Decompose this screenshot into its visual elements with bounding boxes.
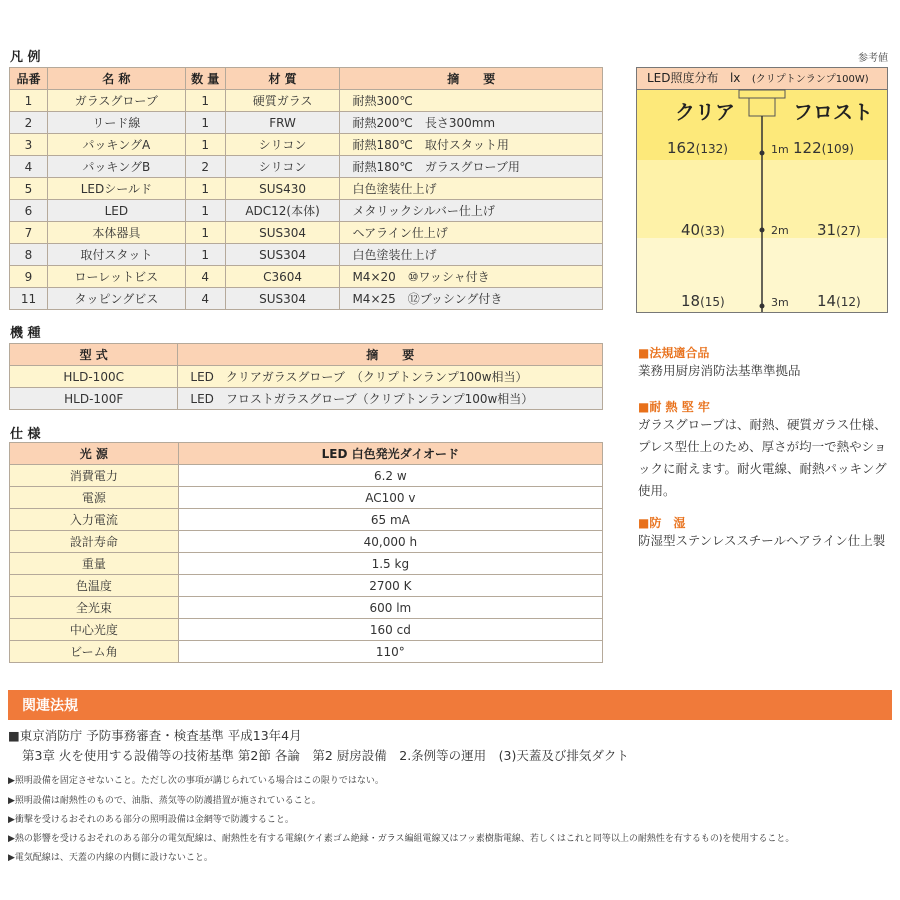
table-cell: 全光束 <box>10 597 179 619</box>
table-row <box>10 244 603 266</box>
table-cell: M4×20 ⑩ワッシャ付き <box>340 266 603 288</box>
table-cell: シリコン <box>225 156 340 178</box>
table-cell: FRW <box>225 112 340 134</box>
point-1m <box>760 151 765 156</box>
table-cell: 耐熱200℃ 長さ300mm <box>340 112 603 134</box>
moisture-heading: ■防 湿 <box>638 516 686 530</box>
table-cell: C3604 <box>225 266 340 288</box>
table-cell: AC100 v <box>178 487 602 509</box>
table-cell: 入力電流 <box>10 509 179 531</box>
table-cell: 5 <box>10 178 48 200</box>
table-cell: 本体器具 <box>47 222 185 244</box>
table-cell: パッキングB <box>47 156 185 178</box>
distance-2m: 2m <box>771 224 789 237</box>
led-chart-title: LED照度分布 <box>647 71 719 85</box>
table-cell: ガラスグローブ <box>47 90 185 112</box>
frost-3m: 14(12) <box>817 292 861 310</box>
table-cell: 160 cd <box>178 619 602 641</box>
table-cell: 1 <box>185 222 225 244</box>
table-cell: 4 <box>10 156 48 178</box>
table-cell: 耐熱180℃ ガラスグローブ用 <box>340 156 603 178</box>
specs-table <box>9 442 603 663</box>
models-table <box>9 343 603 410</box>
table-cell: 2700 K <box>178 575 602 597</box>
table-cell: 9 <box>10 266 48 288</box>
table-row <box>10 509 603 531</box>
table-cell: SUS430 <box>225 178 340 200</box>
table-cell: 4 <box>185 288 225 310</box>
table-cell: LEDシールド <box>47 178 185 200</box>
table-cell: 取付スタット <box>47 244 185 266</box>
point-3m <box>760 304 765 309</box>
table-cell: 2 <box>10 112 48 134</box>
led-chart-unit: lx <box>729 71 741 85</box>
specs-header-value: LED 白色発光ダイオード <box>178 443 602 465</box>
specs-header-row <box>10 443 603 465</box>
frost-label: フロスト <box>793 100 873 124</box>
table-row <box>10 200 603 222</box>
table-cell: ビーム角 <box>10 641 179 663</box>
table-cell: 1 <box>185 134 225 156</box>
table-row <box>10 266 603 288</box>
table-cell: 1 <box>185 90 225 112</box>
table-cell: SUS304 <box>225 244 340 266</box>
table-row <box>10 619 603 641</box>
table-cell: LED フロストガラスグローブ（クリプトンランプ100w相当） <box>178 388 603 410</box>
table-row <box>10 134 603 156</box>
table-cell: HLD-100F <box>10 388 178 410</box>
table-cell: 65 mA <box>178 509 602 531</box>
related-laws-title: 関連法規 <box>22 698 78 714</box>
table-cell: LED クリアガラスグローブ （クリプトンランプ100w相当） <box>178 366 603 388</box>
lamp-body-icon <box>739 90 785 98</box>
table-cell: 110° <box>178 641 602 663</box>
legend-header-row <box>10 68 603 90</box>
heat-resistance-text: ガラスグローブは、耐熱、硬質ガラス仕様、プレス型仕上のため、厚さが均一で熱やショックに耐えます。耐火電線、耐熱パッキング使用。 <box>638 417 887 498</box>
table-row <box>10 366 603 388</box>
table-cell: 消費電力 <box>10 465 179 487</box>
related-laws-band <box>8 690 892 720</box>
table-cell: 色温度 <box>10 575 179 597</box>
table-cell: 1 <box>10 90 48 112</box>
legend-header-qty: 数 量 <box>185 68 225 90</box>
legend-header-no: 品番 <box>10 68 48 90</box>
frost-1m: 122(109) <box>793 139 854 157</box>
table-cell: LED <box>47 200 185 222</box>
table-cell: 耐熱180℃ 取付スタット用 <box>340 134 603 156</box>
table-cell: パッキングA <box>47 134 185 156</box>
table-cell: 1 <box>185 200 225 222</box>
heat-resistance-heading: ■耐 熱 堅 牢 <box>638 400 710 414</box>
models-header-row <box>10 344 603 366</box>
legend-header-note: 摘 要 <box>340 68 603 90</box>
table-row <box>10 222 603 244</box>
law-bullet-4: ▶熱の影響を受けるおそれのある部分の電気配線は、耐熱性を有する電線(ケイ素ゴム絶縁・ガラス編組電線又はフッ素樹脂電線、若しくはこれと同等以上の耐熱性を有するもの)を使用すること。 <box>8 834 795 844</box>
table-cell: 白色塗装仕上げ <box>340 244 603 266</box>
table-cell: ADC12(本体) <box>225 200 340 222</box>
law-bullet-3: ▶衝撃を受けるおそれのある部分の照明設備は金網等で防護すること。 <box>8 815 294 825</box>
law-bullet-1: ▶照明設備を固定させないこと。ただし次の事項が講じられている場合はこの限りではない。 <box>8 776 384 786</box>
distance-1m: 1m <box>771 143 789 156</box>
table-row <box>10 388 603 410</box>
point-2m <box>760 228 765 233</box>
models-header-note: 摘 要 <box>178 344 603 366</box>
specs-title: 仕 様 <box>10 427 41 442</box>
distance-3m: 3m <box>771 296 789 309</box>
legend-table <box>9 67 603 310</box>
table-cell: メタリックシルバー仕上げ <box>340 200 603 222</box>
legend-header-name: 名 称 <box>47 68 185 90</box>
table-cell: 2 <box>185 156 225 178</box>
models-header-type: 型 式 <box>10 344 178 366</box>
table-row <box>10 288 603 310</box>
table-cell: シリコン <box>225 134 340 156</box>
table-row <box>10 465 603 487</box>
law-line-2: 第3章 火を使用する設備等の技術基準 第2節 各論 第2 厨房設備 2.条例等の運用 (3)天蓋及び排気ダクト <box>22 748 629 763</box>
table-cell: 電源 <box>10 487 179 509</box>
table-cell: 600 lm <box>178 597 602 619</box>
table-row <box>10 90 603 112</box>
table-cell: 40,000 h <box>178 531 602 553</box>
table-cell: ローレットビス <box>47 266 185 288</box>
led-chart-subtitle: (クリプトンランプ100W) <box>751 74 869 85</box>
table-row <box>10 575 603 597</box>
table-cell: タッピングビス <box>47 288 185 310</box>
clear-1m: 162(132) <box>667 139 728 157</box>
models-title: 機 種 <box>10 326 41 341</box>
table-cell: SUS304 <box>225 288 340 310</box>
regulation-text: 業務用厨房消防法基準準拠品 <box>638 363 801 378</box>
table-cell: 設計寿命 <box>10 531 179 553</box>
table-cell: SUS304 <box>225 222 340 244</box>
table-cell: 白色塗装仕上げ <box>340 178 603 200</box>
moisture-text: 防湿型ステンレススチールヘアライン仕上製 <box>638 533 886 548</box>
table-row <box>10 487 603 509</box>
legend-title: 凡 例 <box>10 50 41 65</box>
table-row <box>10 112 603 134</box>
table-row <box>10 156 603 178</box>
table-cell: ヘアライン仕上げ <box>340 222 603 244</box>
law-bullet-2: ▶照明設備は耐熱性のもので、油脂、蒸気等の防護措置が施されていること。 <box>8 796 321 806</box>
lamp-globe-icon <box>749 98 775 116</box>
table-cell: 3 <box>10 134 48 156</box>
table-cell: 耐熱300℃ <box>340 90 603 112</box>
table-row <box>10 597 603 619</box>
table-cell: HLD-100C <box>10 366 178 388</box>
regulation-heading: ■法規適合品 <box>638 346 710 360</box>
table-cell: 1 <box>185 244 225 266</box>
reference-label: 参考値 <box>858 53 888 64</box>
table-cell: 8 <box>10 244 48 266</box>
table-cell: 中心光度 <box>10 619 179 641</box>
law-bullet-5: ▶電気配線は、天蓋の内線の内側に設けないこと。 <box>8 853 213 863</box>
table-row <box>10 531 603 553</box>
table-cell: 重量 <box>10 553 179 575</box>
table-cell: 11 <box>10 288 48 310</box>
clear-2m: 40(33) <box>681 221 725 239</box>
table-cell: M4×25 ⑫ブッシング付き <box>340 288 603 310</box>
table-cell: 6 <box>10 200 48 222</box>
table-cell: 7 <box>10 222 48 244</box>
led-illuminance-chart <box>636 67 888 313</box>
law-line-1: ■東京消防庁 予防事務審査・検査基準 平成13年4月 <box>8 728 302 743</box>
frost-2m: 31(27) <box>817 221 861 239</box>
table-cell: 4 <box>185 266 225 288</box>
table-cell: リード線 <box>47 112 185 134</box>
clear-label: クリア <box>675 100 735 124</box>
table-cell: 1.5 kg <box>178 553 602 575</box>
table-cell: 6.2 w <box>178 465 602 487</box>
table-row <box>10 641 603 663</box>
table-cell: 1 <box>185 178 225 200</box>
clear-3m: 18(15) <box>681 292 725 310</box>
table-cell: 1 <box>185 112 225 134</box>
table-cell: 硬質ガラス <box>225 90 340 112</box>
legend-header-material: 材 質 <box>225 68 340 90</box>
table-row <box>10 553 603 575</box>
table-row <box>10 178 603 200</box>
specs-header-source: 光 源 <box>10 443 179 465</box>
